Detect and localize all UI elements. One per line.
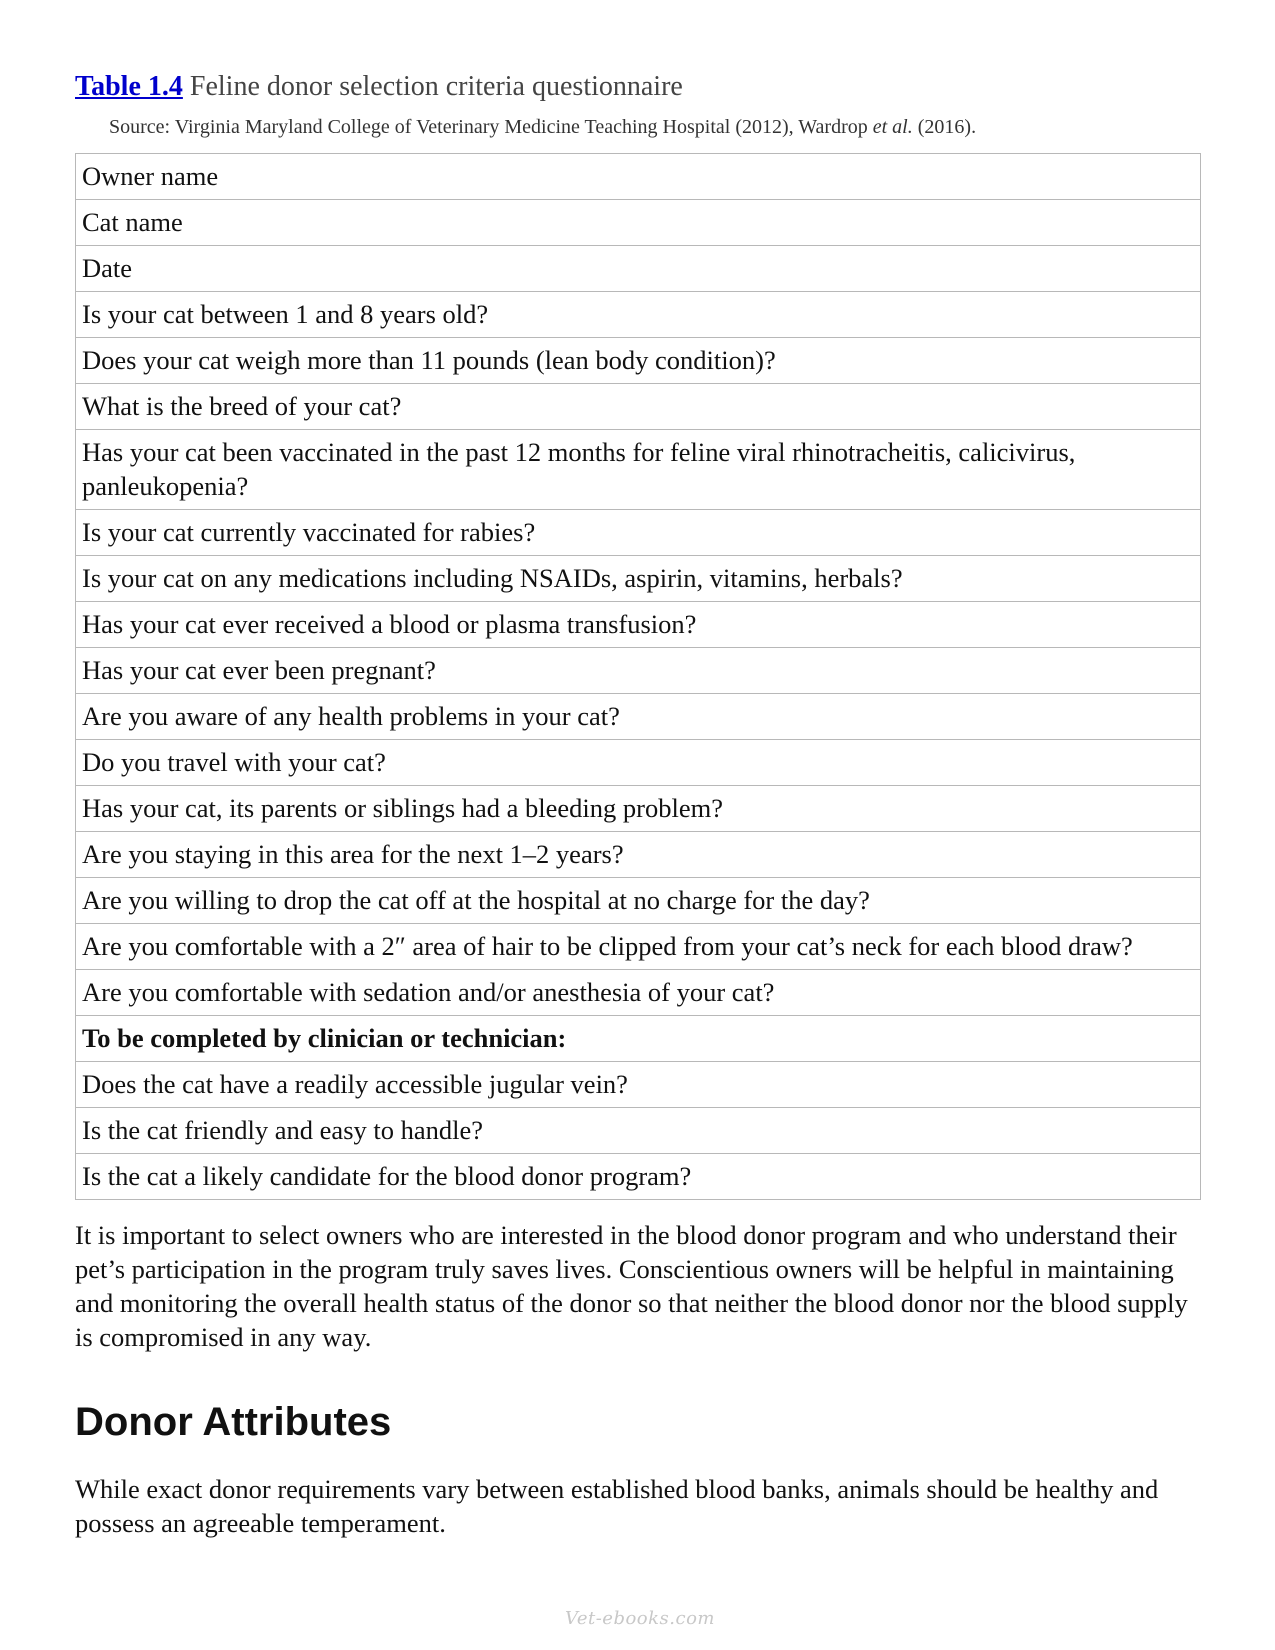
table-row — [76, 200, 1201, 246]
table-cell: What is the breed of your cat? — [76, 384, 1201, 430]
table-cell: Does the cat have a readily accessible jugular vein? — [76, 1062, 1201, 1108]
table-source — [109, 114, 1201, 140]
questionnaire-table — [75, 153, 1201, 1200]
table-row — [76, 1154, 1201, 1200]
table-row — [76, 430, 1201, 510]
document-page — [75, 70, 1201, 1540]
table-row — [76, 154, 1201, 200]
clinician-section-header: To be completed by clinician or technician: — [76, 1016, 1201, 1062]
table-row — [76, 924, 1201, 970]
table-row — [76, 1062, 1201, 1108]
table-cell: Is the cat a likely candidate for the blood donor program? — [76, 1154, 1201, 1200]
table-row — [76, 510, 1201, 556]
table-cell: Is the cat friendly and easy to handle? — [76, 1108, 1201, 1154]
body-paragraph-owners: It is important to select owners who are interested in the blood donor program and who understand their pet’s participation in the program truly saves lives. Conscientious owners will be helpful in maintaining and monitoring the overall health status of the donor so that neither the blood donor nor the blood supply is compromised in any way. — [75, 1220, 1188, 1352]
table-cell: Are you comfortable with sedation and/or anesthesia of your cat? — [76, 970, 1201, 1016]
body-paragraph-attributes: While exact donor requirements vary between established blood banks, animals should be healthy and possess an agreeable temperament. — [75, 1474, 1159, 1538]
table-cell: Do you travel with your cat? — [76, 740, 1201, 786]
table-cell: Date — [76, 246, 1201, 292]
table-row — [76, 292, 1201, 338]
table-row — [76, 878, 1201, 924]
table-reference-link[interactable]: Table 1.4 — [75, 71, 183, 102]
table-row — [76, 740, 1201, 786]
table-title: Feline donor selection criteria questionnaire — [189, 71, 683, 102]
table-cell: Cat name — [76, 200, 1201, 246]
table-caption — [75, 70, 1201, 104]
table-cell: Owner name — [76, 154, 1201, 200]
table-cell: Has your cat ever received a blood or plasma transfusion? — [76, 602, 1201, 648]
source-italic: et al. — [872, 116, 913, 138]
table-cell: Is your cat currently vaccinated for rabies? — [76, 510, 1201, 556]
table-row — [76, 786, 1201, 832]
table-row — [76, 694, 1201, 740]
section-heading: Donor Attributes — [75, 1400, 392, 1444]
table-row — [76, 384, 1201, 430]
table-cell: Has your cat ever been pregnant? — [76, 648, 1201, 694]
table-row — [76, 970, 1201, 1016]
table-cell: Is your cat between 1 and 8 years old? — [76, 292, 1201, 338]
table-cell: Are you comfortable with a 2″ area of hair to be clipped from your cat’s neck for each blood draw? — [76, 924, 1201, 970]
table-cell: Has your cat been vaccinated in the past 12 months for feline viral rhinotracheitis, calicivirus, panleukopenia? — [76, 430, 1201, 510]
table-cell: Is your cat on any medications including NSAIDs, aspirin, vitamins, herbals? — [76, 556, 1201, 602]
table-section-row — [76, 1016, 1201, 1062]
table-cell: Are you staying in this area for the next 1–2 years? — [76, 832, 1201, 878]
table-row — [76, 338, 1201, 384]
source-suffix: (2016). — [912, 116, 977, 138]
table-cell: Are you willing to drop the cat off at the hospital at no charge for the day? — [76, 878, 1201, 924]
source-prefix: Source: Virginia Maryland College of Veterinary Medicine Teaching Hospital (2012), Wardrop — [109, 116, 873, 138]
table-cell: Has your cat, its parents or siblings had a bleeding problem? — [76, 786, 1201, 832]
table-row — [76, 832, 1201, 878]
table-row — [76, 648, 1201, 694]
table-cell: Are you aware of any health problems in your cat? — [76, 694, 1201, 740]
table-row — [76, 1108, 1201, 1154]
table-row — [76, 556, 1201, 602]
table-row — [76, 602, 1201, 648]
watermark-logo: Vet-ebooks.com — [564, 1608, 715, 1629]
table-row — [76, 246, 1201, 292]
table-cell: Does your cat weigh more than 11 pounds (lean body condition)? — [76, 338, 1201, 384]
